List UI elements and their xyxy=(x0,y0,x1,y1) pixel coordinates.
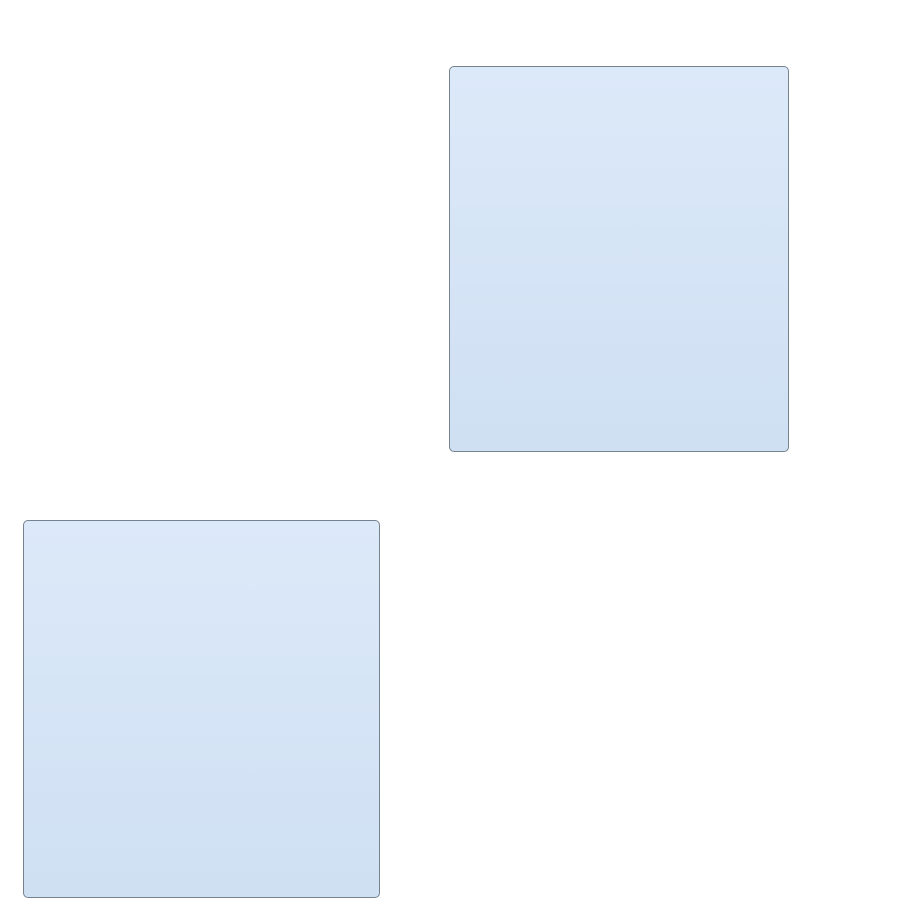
primary-illustration-box xyxy=(449,66,789,452)
adult-illustration-box xyxy=(23,520,380,898)
